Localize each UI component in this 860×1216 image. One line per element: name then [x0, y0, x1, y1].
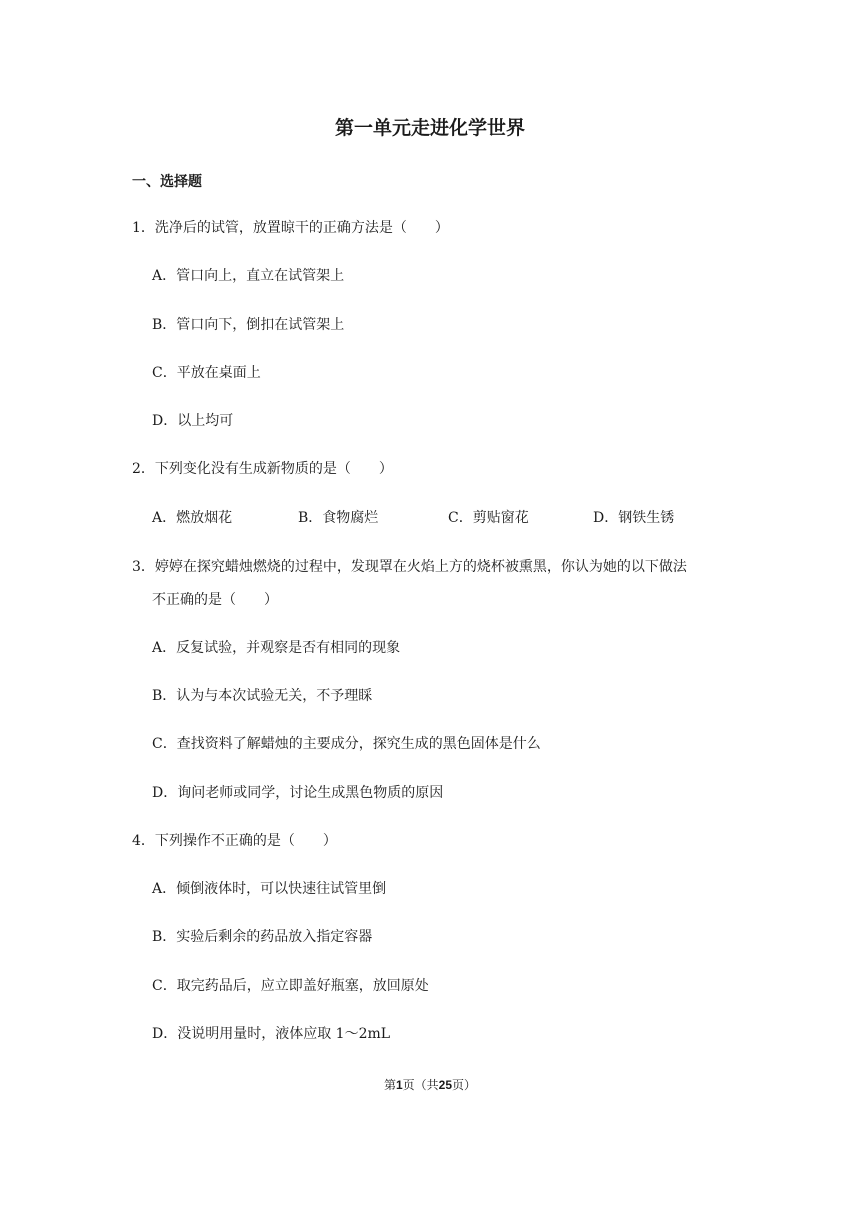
question-2-option-d: D．钢铁生锈: [593, 510, 675, 526]
question-4-option-b: B．实验后剩余的药品放入指定容器: [152, 929, 373, 945]
footer-total-pages: 25: [438, 1078, 453, 1092]
question-3-stem-line-2: 不正确的是（ ）: [152, 592, 278, 608]
question-2-option-a: A．燃放烟花: [152, 510, 233, 526]
question-1-stem: 1．洗净后的试管，放置晾干的正确方法是（ ）: [132, 220, 449, 236]
question-2-option-c: C．剪贴窗花: [448, 510, 529, 526]
section-heading: 一、选择题: [132, 174, 202, 190]
footer-middle: 页（共: [402, 1078, 439, 1092]
question-3-stem-line-1: 3．婷婷在探究蜡烛燃烧的过程中，发现罩在火焰上方的烧杯被熏黑，你认为她的以下做法: [132, 559, 687, 575]
page-title: 第一单元走进化学世界: [334, 117, 525, 139]
question-4-option-a: A．倾倒液体时，可以快速往试管里倒: [152, 881, 387, 897]
question-1-option-c: C．平放在桌面上: [152, 365, 261, 381]
question-1-option-b: B．管口向下，倒扣在试管架上: [152, 317, 345, 333]
footer-page-number: 1: [395, 1078, 403, 1092]
question-2-stem: 2．下列变化没有生成新物质的是（ ）: [132, 461, 393, 477]
question-4-option-d: D．没说明用量时，液体应取 1～2mL: [152, 1026, 391, 1042]
question-4-option-c: C．取完药品后，应立即盖好瓶塞，放回原处: [152, 978, 429, 994]
question-2-option-b: B．食物腐烂: [298, 510, 379, 526]
question-4-stem: 4．下列操作不正确的是（ ）: [132, 833, 337, 849]
question-1-option-a: A．管口向上，直立在试管架上: [152, 268, 345, 284]
question-3-option-c: C．查找资料了解蜡烛的主要成分，探究生成的黑色固体是什么: [152, 736, 541, 752]
footer-suffix: 页）: [452, 1078, 477, 1092]
question-3-option-b: B．认为与本次试验无关，不予理睬: [152, 688, 373, 704]
question-3-option-d: D．询问老师或同学，讨论生成黑色物质的原因: [152, 785, 444, 801]
question-3-option-a: A．反复试验，并观察是否有相同的现象: [152, 640, 401, 656]
question-1-option-d: D．以上均可: [152, 413, 234, 429]
page-footer: [0, 1076, 860, 1094]
footer-prefix: 第: [383, 1078, 396, 1092]
